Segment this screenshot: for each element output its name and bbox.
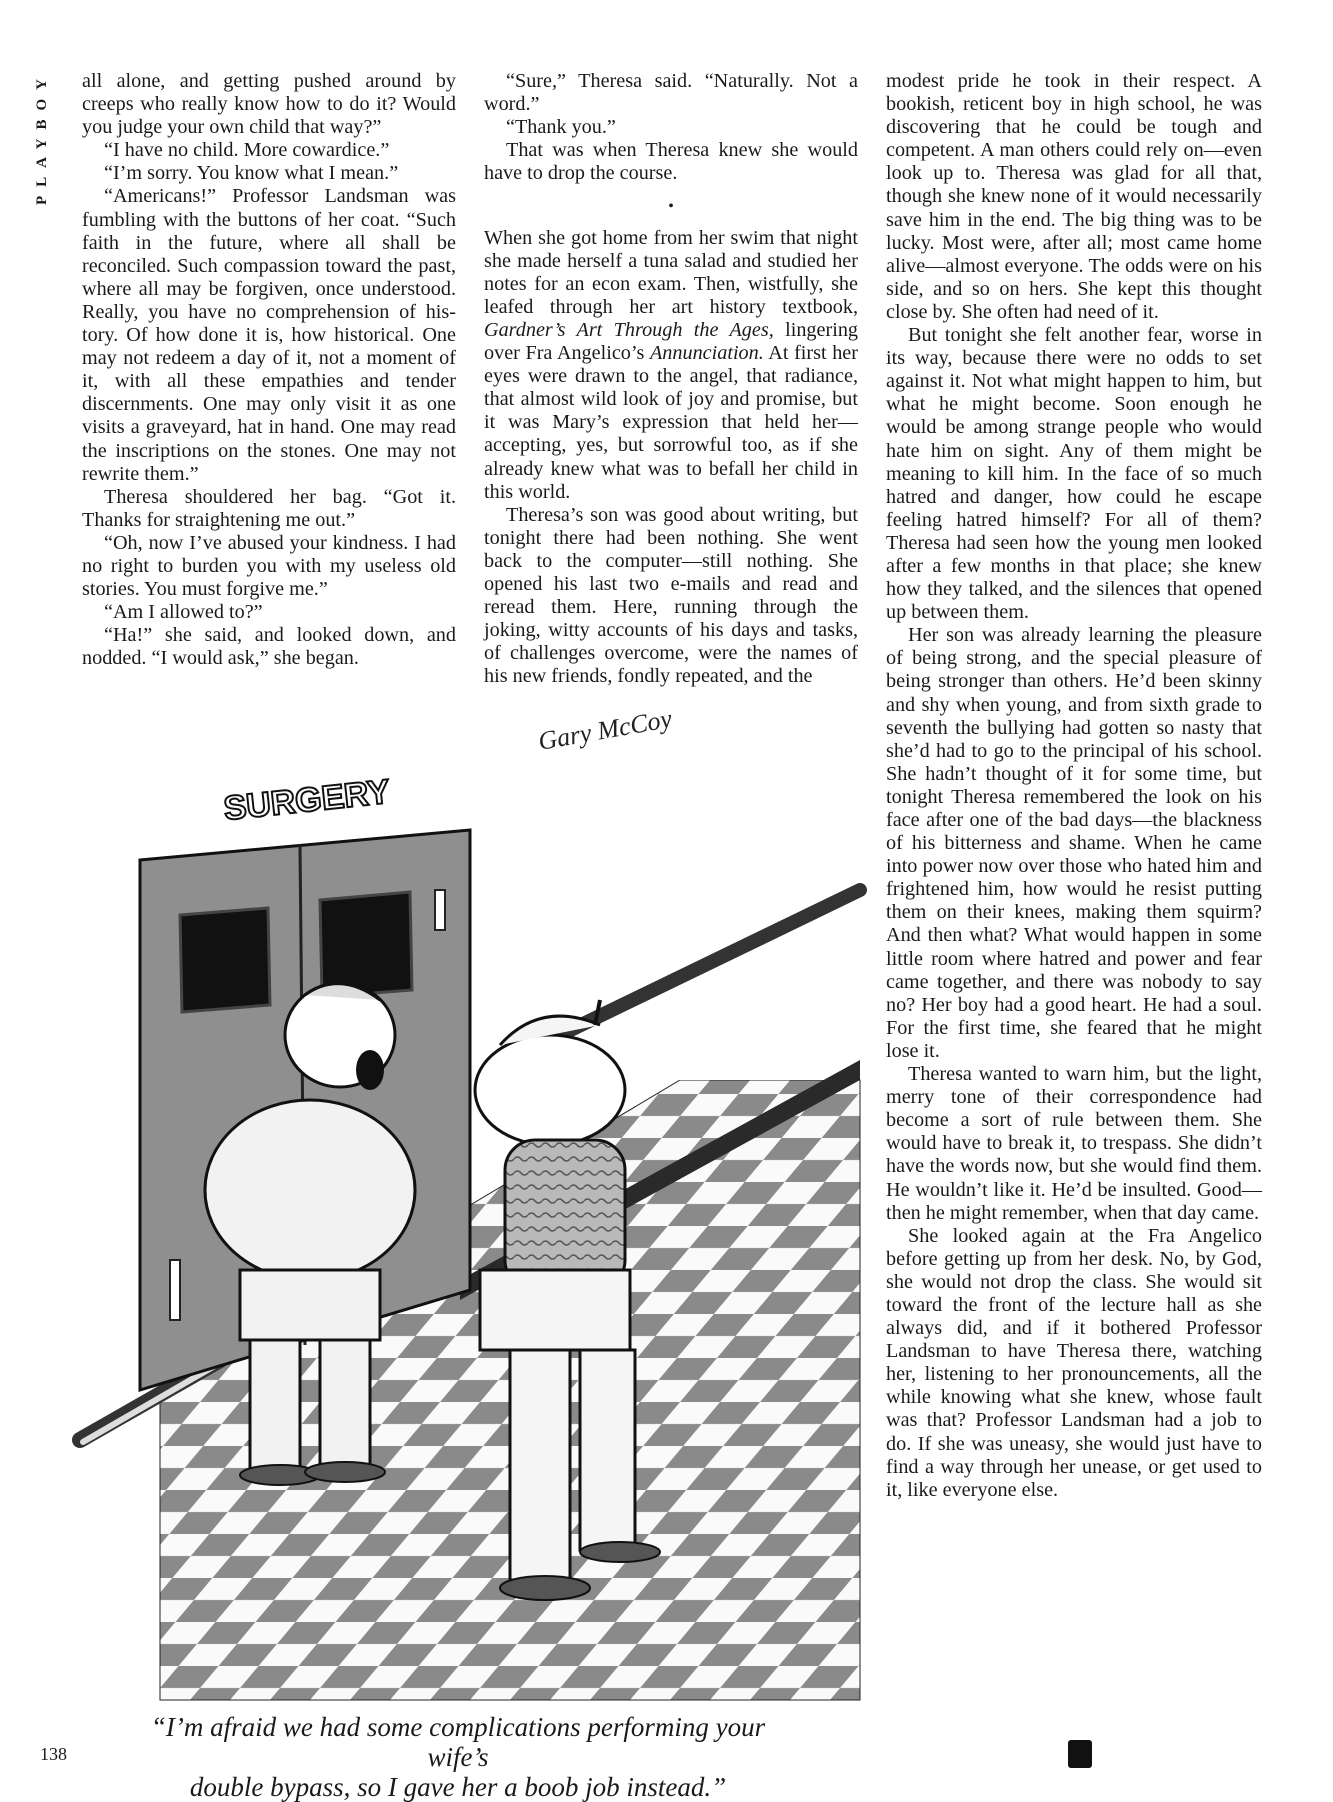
cartoon-caption <box>118 1712 798 1802</box>
magazine-sidebar-logo: PLAYBOY <box>34 70 50 205</box>
door-sign: SURGERY <box>221 772 392 828</box>
paragraph: But tonight she felt another fear, worse in its way, because there were no odds to set against it. Not what might happen to him, but what he might become. Soon enough he would be among strange people who would hate him on sight. Any of them might be meaning to kill him. In the face of so much hatred and danger, how could he escape feeling hatred himself? For all of them? Theresa had seen how the young men looked after a few months in that place; she knew how they talked, and the silences that opened up between them. <box>886 324 1262 624</box>
paragraph: Theresa shouldered her bag. “Got it. Thanks for straightening me out.” <box>82 485 456 531</box>
artist-signature: Gary McCoy <box>536 703 675 756</box>
page-number: 138 <box>40 1744 67 1764</box>
artwork-title: Annunciation. <box>649 342 764 365</box>
paragraph <box>484 227 858 504</box>
paragraph: “Oh, now I’ve abused your kindness. I had no right to burden you with my useless old stories. You must forgive me.” <box>82 531 456 601</box>
end-of-story-bunny-icon <box>1068 1740 1092 1768</box>
text-column-3 <box>886 70 1262 1502</box>
paragraph: “Ha!” she said, and looked down, and nodded. “I would ask,” she began. <box>82 624 456 670</box>
paragraph: “Thank you.” <box>506 116 616 139</box>
paragraph: “I’m sorry. You know what I mean.” <box>104 162 399 185</box>
book-title: Gardner’s Art Through the Ages, <box>484 318 774 341</box>
paragraph: “I have no child. More cowardice.” <box>104 139 390 162</box>
text-column-2 <box>484 70 858 688</box>
paragraph: She looked again at the Fra Angelico before getting up from her desk. No, by God, she would not drop the class. She would sit toward the front of the lecture hall as she always did, and if it bothered Professor Landsman to have Theresa there, watching her, listening to her pronouncements, all the while knowing what she knew, whose fault was that? Professor Landsman had a job to do. If she was uneasy, she would just have to find a way through her unease, or get used to it, like everyone else. <box>886 1224 1262 1501</box>
paragraph: all alone, and getting pushed around by creeps who really know how to do it? Would you judge your own child that way?” <box>82 70 456 139</box>
section-break: • <box>668 198 674 216</box>
paragraph: “Am I allowed to?” <box>104 601 263 624</box>
caption-line: “I’m afraid we had some complications performing your wife’s <box>150 1712 766 1772</box>
paragraph: That was when Theresa knew she would have to drop the course. <box>484 139 858 185</box>
cartoon-illustration <box>80 703 860 1700</box>
paragraph: “Americans!” Professor Landsman was fumbling with the buttons of her coat. “Such faith in the future, where all shall be reconciled. Such compassion toward the past, where all may be forgiven, once understood. Really, you have no comprehension of history. Of how done it is, how historical. One may not redeem a day of it, not a moment of it, with all these empathies and tender discernments. One may only visit it as one visits a graveyard, hat in hand. One may read the inscriptions on the stones. One may not rewrite them.” <box>82 185 456 485</box>
paragraph: “Sure,” Theresa said. “Naturally. Not a word.” <box>484 70 858 116</box>
paragraph-text: When she got home from her swim that night she made herself a tuna salad and studied her notes for an econ exam. Then, wistfully, she leafed through her art history textbook, <box>484 226 858 318</box>
paragraph: Her son was already learning the pleasure of being strong, and the special pleasure of being stronger than others. He’d been skinny and shy when young, and from sixth grade to seventh the bullying had gotten so nasty that she’d had to go to the principal of his school. She hadn’t thought of it for some time, but tonight Theresa remembered the look on his face after one of the bad days—the blackness of his bitterness and shame. When he came into power now over those who hated him and frightened him, how would he resist putting them on their knees, making them squirm? And then what? What would happen in some little room where hatred and power and fear came together, and there was nobody to say no? Her boy had a good heart. He had a soul. For the first time, she feared that he might lose it. <box>886 624 1262 1062</box>
paragraph-text: At first her eyes were drawn to the angel, that radiance, that almost wild look of joy and promise, but it was Mary’s expression that held her—accepting, yes, but sorrowful too, as if she already knew what was to befall her child in this world. <box>484 342 858 503</box>
paragraph-text: lingering over Fra Angelico’s <box>484 318 859 365</box>
caption-line: double bypass, so I gave her a boob job instead.” <box>189 1772 727 1802</box>
paragraph: modest pride he took in their respect. A bookish, reticent boy in high school, he was discovering that he could be tough and competent. A man others could rely on—even look up to. Theresa was glad for all that, though she knew none of it would necessarily save him in the end. The big thing was to be lucky. Most were, after all; most came home alive—almost everyone. The odds were on his side, and so on hers. She kept this thought close by. She often had need of it. <box>886 70 1262 323</box>
paragraph: Theresa wanted to warn him, but the light, merry tone of their correspondence had become a sort of rule between them. She would have to break it, to trespass. She didn’t have the words now, but she would find them. He wouldn’t like it. He’d be insulted. Good—then he might remember, when that day came. <box>886 1063 1262 1224</box>
paragraph: Theresa’s son was good about writing, but tonight there had been nothing. She went back to the computer—still nothing. She opened his last two e-mails and read and reread them. Here, running through the joking, witty accounts of his days and tasks, of challenges overcome, were the names of his new friends, fondly repeated, and the <box>484 503 858 688</box>
text-column-1 <box>82 70 456 670</box>
